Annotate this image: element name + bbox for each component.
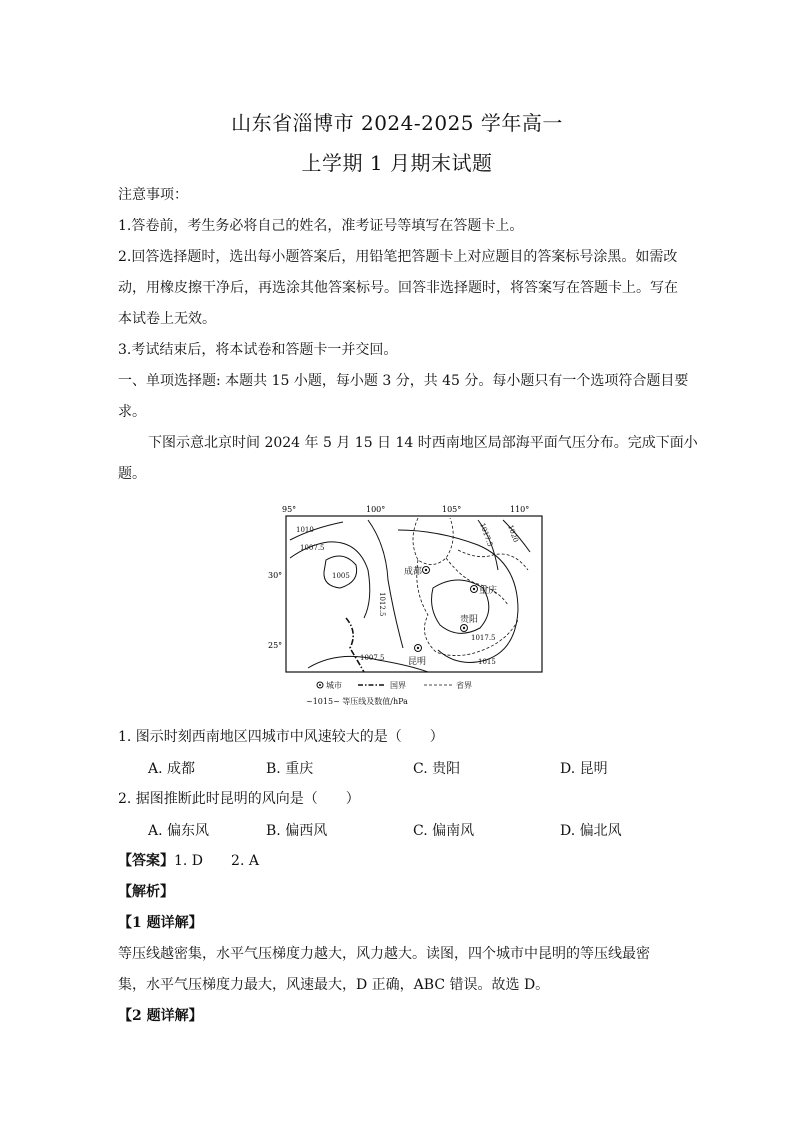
question-2-stem: 2. 据图推断此时昆明的风向是（ ） [118, 791, 360, 807]
notice-item-2-line1: 2.回答选择题时，选出每小题答案后，用铅笔把答题卡上对应题目的答案标号涂黑。如需改 [118, 249, 678, 265]
city-label-chengdu: 成都 [404, 567, 423, 577]
analysis-label: 【解析】 [118, 884, 174, 900]
isobar-map-figure [268, 500, 548, 710]
intro-line1: 下图示意北京时间 2024 年 5 月 15 日 14 时西南地区局部海平面气压分布。完成下面小 [148, 435, 698, 451]
legend-isobar: ~1015~ 等压线及数值/hPa [306, 697, 408, 706]
answer-label: 【答案】 [118, 853, 174, 869]
city-label-chongqing: 重庆 [479, 586, 498, 596]
lon-label-100: 100° [366, 505, 386, 514]
isobar-label-1007-5: 1007.5 [300, 544, 325, 552]
isobar-label-1005: 1005 [332, 572, 350, 580]
detail-1-line2: 集，水平气压梯度力最大，风速最大，D 正确，ABC 错误。故选 D。 [118, 977, 550, 993]
isobar-label-1017-5: 1017.5 [471, 634, 496, 642]
q1-option-b: B. 重庆 [266, 761, 314, 777]
page-title-line1: 山东省淄博市 2024-2025 学年高一 [231, 111, 563, 135]
isobar-label-1017-5-ne: 1017.5 [478, 521, 495, 548]
city-label-guiyang: 贵阳 [460, 615, 479, 625]
question-1-stem: 1. 图示时刻西南地区四城市中风速较大的是（ ） [118, 729, 444, 745]
isobar-label-1020: 1020 [506, 523, 520, 544]
intro-line2: 题。 [118, 466, 146, 482]
answer-row [118, 851, 678, 871]
lat-label-25: 25° [268, 641, 283, 650]
detail-1-line1: 等压线越密集，水平气压梯度力越大，风力越大。读图，四个城市中昆明的等压线最密 [118, 946, 650, 962]
lon-label-110: 110° [510, 505, 530, 514]
legend-province-border: 省界 [456, 681, 472, 690]
lon-label-105: 105° [442, 505, 462, 514]
isobar-label-1012-5: 1012.5 [378, 592, 386, 617]
map-legend [306, 680, 472, 706]
isobar-label-1007-5-south: 1007.5 [360, 654, 385, 662]
notice-item-2-line3: 本试卷上无效。 [118, 311, 216, 327]
q2-option-c: C. 偏南风 [413, 823, 475, 839]
section-heading-line1: 一、单项选择题: 本题共 15 小题，每小题 3 分，共 45 分。每小题只有一个选项符合题目要 [118, 373, 689, 389]
notice-item-3: 3.考试结束后，将本试卷和答题卡一并交回。 [118, 342, 398, 358]
q2-option-b: B. 偏西风 [266, 823, 328, 839]
answer-value: 1. D 2. A [174, 853, 259, 869]
detail-1-heading: 【1 题详解】 [118, 915, 203, 931]
isobar-label-1010: 1010 [296, 526, 314, 534]
q1-option-c: C. 贵阳 [413, 761, 461, 777]
page-title-line2: 上学期 1 月期末试题 [301, 151, 493, 175]
city-label-kunming: 昆明 [408, 657, 427, 667]
notice-item-1: 1.答卷前，考生务必将自己的姓名，准考证号等填写在答题卡上。 [118, 218, 524, 234]
section-heading-line2: 求。 [118, 404, 146, 420]
q1-option-a: A. 成都 [148, 761, 196, 777]
q1-option-d: D. 昆明 [560, 761, 608, 777]
lat-label-30: 30° [268, 571, 283, 580]
legend-national-border: 国界 [390, 681, 406, 690]
detail-2-heading: 【2 题详解】 [118, 1008, 203, 1024]
q2-option-a: A. 偏东风 [148, 823, 210, 839]
notice-item-2-line2: 动，用橡皮擦干净后，再选涂其他答案标号。回答非选择题时，将答案写在答题卡上。写在 [118, 280, 678, 296]
lon-label-95: 95° [282, 505, 297, 514]
legend-city: 城市 [326, 681, 342, 690]
q2-option-d: D. 偏北风 [560, 823, 622, 839]
isobar-label-1015: 1015 [478, 658, 496, 666]
notice-heading: 注意事项： [118, 187, 188, 203]
